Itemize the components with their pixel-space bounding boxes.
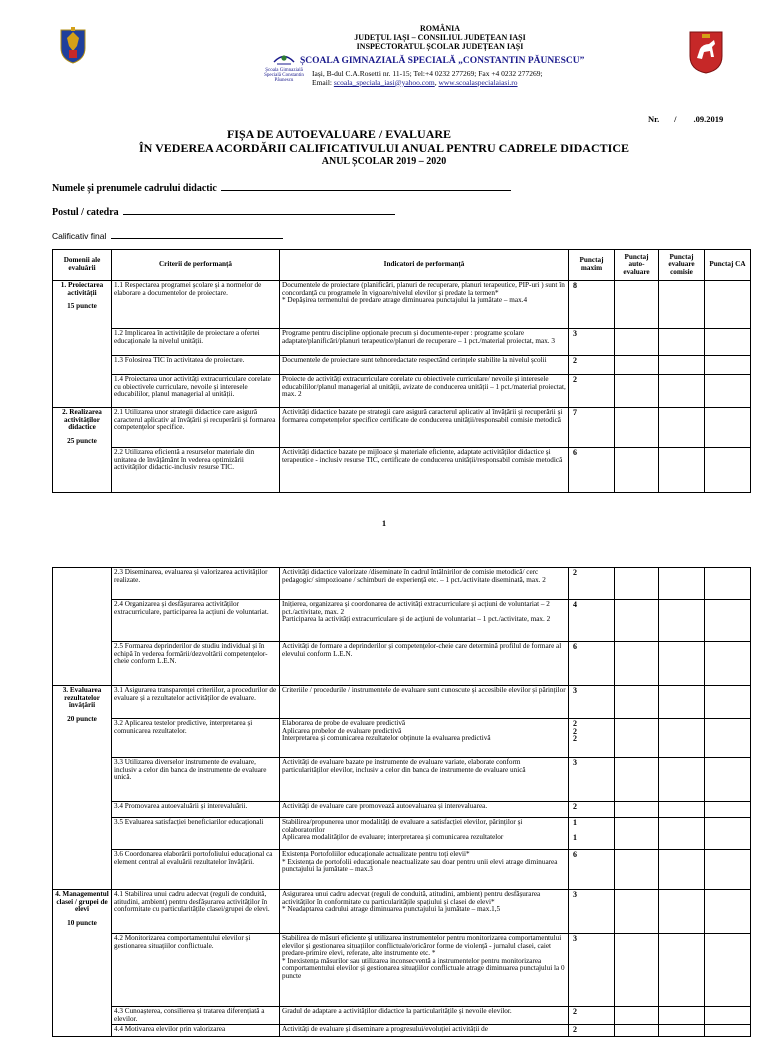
max-points-value: 1	[573, 833, 577, 843]
self-eval-input[interactable]	[615, 758, 659, 802]
indicator-cell	[280, 329, 569, 356]
max-points-cell	[569, 758, 615, 802]
email-link[interactable]: scoala_speciala_iasi@yahoo.com	[333, 77, 435, 87]
ca-points-input[interactable]	[705, 408, 751, 448]
max-points-cell	[569, 850, 615, 890]
title-line-2: ÎN VEDEREA ACORDĂRII CALIFICATIVULUI ANUAL PENTRU CADRELE DIDACTICE	[139, 141, 629, 155]
indicator-cell	[280, 719, 569, 758]
teacher-name-input[interactable]	[221, 180, 511, 191]
criterion-text: 3.4 Promovarea autoevaluării și interevaluării.	[114, 802, 248, 810]
self-eval-input[interactable]	[615, 934, 659, 1007]
max-points-value: 6	[573, 642, 577, 651]
document-page-2	[0, 567, 768, 1035]
table-row	[53, 818, 751, 850]
self-eval-input[interactable]	[615, 802, 659, 818]
nr-label: Nr.	[648, 114, 660, 124]
header-county: JUDEȚUL IAȘI – CONSILIUL JUDEȚEAN IAȘI	[354, 33, 526, 42]
max-points-value: 2	[573, 1007, 577, 1016]
criterion-cell	[112, 802, 280, 818]
indicator-text: Interpretarea și comunicarea rezultatelor obținute la evaluarea predictivă	[282, 734, 491, 743]
criterion-text: 3.3 Utilizarea diverselor instrumente de evaluare, inclusiv a celor din banca de instrumente de evaluare unică.	[114, 758, 267, 782]
school-name: ȘCOALA GIMNAZIALĂ SPECIALĂ „CONSTANTIN PĂUNESCU”	[300, 56, 585, 66]
max-points-value: 3	[573, 329, 577, 338]
ca-points-input[interactable]	[705, 642, 751, 686]
max-points-value: 7	[573, 408, 577, 417]
domain-name: 2. Realizarea activităților didactice	[62, 408, 102, 432]
indicator-text: Activități de formare a deprinderilor și competențelor-cheie care determină profilul de formare al elevului conform L.E.N.	[282, 642, 562, 658]
ca-points-input[interactable]	[705, 934, 751, 1007]
indicator-text: * Depășirea termenului de predare atrage diminuarea punctajului la jumătate – max.4	[282, 296, 528, 305]
romania-coat-of-arms-icon	[58, 26, 88, 64]
table-row	[53, 642, 751, 686]
max-points-value: 2	[573, 726, 577, 736]
indicator-text: Aplicarea probelor de evaluare predictivă	[282, 726, 402, 735]
criterion-cell	[112, 356, 280, 375]
commission-eval-input[interactable]	[659, 802, 705, 818]
indicator-cell	[280, 642, 569, 686]
table-row	[53, 934, 751, 1007]
post-label: Postul / catedra	[52, 207, 119, 218]
ca-points-input[interactable]	[705, 818, 751, 850]
header-criteria: Criterii de performanță	[112, 250, 280, 281]
criterion-cell	[112, 1025, 280, 1037]
commission-eval-input[interactable]	[659, 642, 705, 686]
indicator-text: Stabilirea de măsuri eficiente și utilizarea instrumentelor pentru monitorizarea comportamentului elevilor și gestionarea situațiilor conflictuale/oricăror forme de violență - jurnalul clasei, caiet predare-primire elevi, referate, alte instrumente etc. *	[282, 934, 562, 958]
ca-points-input[interactable]	[705, 600, 751, 642]
max-points-cell	[569, 600, 615, 642]
table-row	[53, 356, 751, 375]
criterion-text: 1.2 Implicarea în activitățile de proiectare a ofertei educaționale la nivelul unității.	[114, 329, 260, 345]
indicator-text: Documentele de proiectare (planificări, planuri de recuperare, planuri terapeutice, PIP-uri ) sunt în concordanță cu programele în vigoare/nivelul elevilor și predate la termen*	[282, 281, 565, 297]
title-line-3: ANUL ȘCOLAR 2019 – 2020	[321, 156, 447, 167]
max-points-cell	[569, 719, 615, 758]
post-field	[52, 204, 395, 218]
commission-eval-input[interactable]	[659, 890, 705, 934]
nr-date: / .09.2019	[674, 114, 724, 124]
criterion-cell	[112, 600, 280, 642]
max-points-cell	[569, 356, 615, 375]
max-points-cell	[569, 1025, 615, 1037]
max-points-value: 2	[573, 1025, 577, 1035]
table-row	[53, 281, 751, 329]
indicator-text: * Existența de portofolii educaționale neactualizate sau doar pentru unii elevi atrage diminuarea punctajului la jumătate – max.3	[282, 857, 558, 874]
commission-eval-input[interactable]	[659, 850, 705, 890]
commission-eval-input[interactable]	[659, 1025, 705, 1037]
table-row	[53, 719, 751, 758]
table-row	[53, 850, 751, 890]
post-input[interactable]	[123, 204, 395, 215]
indicator-text: * Inexistența măsurilor sau utilizarea inconsecventă a instrumentelor pentru monitorizarea comportamentului elevilor și gestionarea situațiilor conflictuale atrage diminuarea punctajului la 0 puncte	[282, 956, 565, 980]
self-eval-input[interactable]	[615, 719, 659, 758]
self-eval-input[interactable]	[615, 600, 659, 642]
document-title	[0, 127, 768, 169]
domain-cell	[53, 890, 112, 1037]
page-gap	[0, 545, 768, 567]
criterion-text: 3.2 Aplicarea testelor predictive, interpretarea și comunicarea rezultatelor.	[114, 719, 253, 735]
commission-eval-input[interactable]	[659, 375, 705, 408]
commission-eval-input[interactable]	[659, 719, 705, 758]
indicator-cell	[280, 600, 569, 642]
domain-cell	[53, 686, 112, 890]
criterion-cell	[112, 686, 280, 719]
criterion-text: 1.4 Proiectarea unor activități extracurriculare corelate cu obiectivele curriculare, nevoile și interesele educabililor, planul managerial al unității.	[114, 375, 271, 399]
criterion-cell	[112, 850, 280, 890]
ca-points-input[interactable]	[705, 850, 751, 890]
table-row	[53, 1025, 751, 1037]
table-row	[53, 686, 751, 719]
criterion-text: 4.1 Stabilirea unui cadru adecvat (reguli de conduită, atitudini, ambient) pentru desfășurarea activităților în conformitate cu particularitățile clasei/grupei de elevi.	[114, 890, 270, 914]
commission-eval-input[interactable]	[659, 568, 705, 600]
criterion-cell	[112, 890, 280, 934]
self-eval-input[interactable]	[615, 1007, 659, 1025]
indicator-text: * Neadaptarea cadrului atrage diminuarea punctajului la jumătate – max.1,5	[282, 905, 501, 914]
table-row	[53, 375, 751, 408]
max-points-cell	[569, 818, 615, 850]
criterion-cell	[112, 934, 280, 1007]
school-address-block	[312, 70, 543, 87]
table-row	[53, 890, 751, 934]
table-row	[53, 1007, 751, 1025]
indicator-text: Elaborarea de probe de evaluare predictivă	[282, 719, 406, 727]
header-self-eval: Punctaj auto-evaluare	[615, 250, 659, 281]
criterion-cell	[112, 281, 280, 329]
criterion-text: 1.1 Respectarea programei școlare și a normelor de elaborare a documentelor de proiectare.	[114, 281, 262, 297]
criterion-cell	[112, 568, 280, 600]
self-eval-input[interactable]	[615, 568, 659, 600]
header-max-points: Punctaj maxim	[569, 250, 615, 281]
domain-points: 10 puncte	[67, 918, 97, 927]
indicator-cell	[280, 448, 569, 493]
school-logo-icon	[272, 50, 296, 66]
domain-cell	[53, 568, 112, 686]
indicator-cell	[280, 408, 569, 448]
criterion-text: 2.5 Formarea deprinderilor de studiu individual și în echipă în vederea formării/dezvoltării competențelor-cheie conform L.E.N.	[114, 642, 268, 666]
self-eval-input[interactable]	[615, 642, 659, 686]
ca-points-input[interactable]	[705, 890, 751, 934]
ca-points-input[interactable]	[705, 1025, 751, 1037]
indicator-cell	[280, 568, 569, 600]
criterion-cell	[112, 1007, 280, 1025]
max-points-cell	[569, 686, 615, 719]
max-points-cell	[569, 281, 615, 329]
domain-name: 4. Managementul clasei / grupei de elevi	[55, 890, 109, 914]
criterion-cell	[112, 758, 280, 802]
table-row	[53, 568, 751, 600]
max-points-cell	[569, 934, 615, 1007]
criterion-text: 2.4 Organizarea și desfășurarea activităților extracurriculare, participarea la acțiuni de voluntariat.	[114, 600, 269, 616]
indicator-cell	[280, 1007, 569, 1025]
max-points-cell	[569, 802, 615, 818]
indicator-text: Gradul de adaptare a activităților didactice la particularitățile și nevoile elevilor.	[282, 1007, 512, 1015]
criterion-cell	[112, 408, 280, 448]
commission-eval-input[interactable]	[659, 818, 705, 850]
table-row	[53, 600, 751, 642]
ca-points-input[interactable]	[705, 448, 751, 493]
commission-eval-input[interactable]	[659, 448, 705, 493]
iasi-county-coat-of-arms-icon	[688, 30, 724, 74]
criterion-text: 2.1 Utilizarea unor strategii didactice care asigură caracterul aplicativ al învățării și recuperării și formarea competențelor specifice.	[114, 408, 276, 432]
criterion-cell	[112, 375, 280, 408]
table-row	[53, 802, 751, 818]
max-points-value: 6	[573, 850, 577, 859]
indicator-cell	[280, 850, 569, 890]
max-points-value: 8	[573, 281, 577, 290]
commission-eval-input[interactable]	[659, 934, 705, 1007]
self-eval-input[interactable]	[615, 329, 659, 356]
indicator-text: Participarea la activități extracurriculare și de acțiuni de voluntariat – 1 pct./activitate, max. 2	[282, 615, 551, 624]
calificativ-input[interactable]	[111, 228, 283, 239]
indicator-cell	[280, 758, 569, 802]
header-indicators: Indicatori de performanță	[280, 250, 569, 281]
criterion-cell	[112, 642, 280, 686]
commission-eval-input[interactable]	[659, 686, 705, 719]
ca-points-input[interactable]	[705, 686, 751, 719]
ca-points-input[interactable]	[705, 568, 751, 600]
table-header-row	[53, 250, 751, 281]
indicator-text: Criteriile / procedurile / instrumentele de evaluare sunt cunoscute și accesibile elevilor și părinților	[282, 686, 566, 694]
indicator-cell	[280, 818, 569, 850]
ca-points-input[interactable]	[705, 356, 751, 375]
self-eval-input[interactable]	[615, 1025, 659, 1037]
commission-eval-input[interactable]	[659, 281, 705, 329]
ca-points-input[interactable]	[705, 802, 751, 818]
max-points-cell	[569, 375, 615, 408]
school-address: Iași, B-dul C.A.Rosetti nr. 11-15; Tel:+4 0232 277269; Fax +4 0232 277269;	[312, 69, 543, 78]
header-domain: Domenii ale evaluării	[53, 250, 112, 281]
indicator-text: Inițierea, organizarea și coordonarea de activități extracurriculare și acțiuni de voluntariat – 2 pct./activitate, max. 2	[282, 600, 550, 616]
evaluation-table-page-2	[52, 567, 751, 1037]
self-eval-input[interactable]	[615, 850, 659, 890]
criterion-cell	[112, 329, 280, 356]
self-eval-input[interactable]	[615, 375, 659, 408]
commission-eval-input[interactable]	[659, 408, 705, 448]
domain-points: 15 puncte	[67, 302, 97, 311]
max-points-cell	[569, 448, 615, 493]
indicator-text: Aplicarea modalităților de evaluare; interpretarea și comunicarea rezultatelor	[282, 833, 504, 842]
domain-points: 20 puncte	[67, 714, 97, 723]
criterion-cell	[112, 818, 280, 850]
indicator-text: Asigurarea unui cadru adecvat (reguli de conduită, atitudini, ambient) pentru desfășurarea activităților în conformitate cu particularitățile spațiului și clasei de elevi*	[282, 890, 541, 906]
indicator-text: Activități de evaluare bazate pe instrumente de evaluare variate, elaborate conform particularităților elevilor, inclusiv a celor din banca de instrumente de evaluare unică	[282, 758, 526, 774]
domain-cell	[53, 281, 112, 408]
calificativ-label: Calificativ final	[52, 231, 107, 241]
indicator-text: Stabilirea/propunerea unor modalități de evaluare a satisfacției elevilor, părinților și colaboratorilor	[282, 818, 523, 834]
domain-name: 3. Evaluarea rezultatelor învățării	[62, 686, 102, 710]
indicator-cell	[280, 802, 569, 818]
header-ca-points: Punctaj CA	[705, 250, 751, 281]
self-eval-input[interactable]	[615, 356, 659, 375]
criterion-text: 4.4 Motivarea elevilor prin valorizarea	[114, 1025, 226, 1034]
max-points-value: 2	[573, 568, 577, 577]
ca-points-input[interactable]	[705, 758, 751, 802]
criterion-text: 4.2 Monitorizarea comportamentului elevilor și gestionarea situațiilor conflictuale.	[114, 934, 251, 950]
max-points-cell	[569, 642, 615, 686]
indicator-text: Activități didactice bazate pe mijloace și materiale eficiente, adaptate activităților didactice și terapeutice - inclusiv resurse TIC, certificate de conducerea unității/responsabil comisie metodică	[282, 448, 563, 464]
max-points-value: 2	[573, 802, 577, 811]
email-label: Email:	[312, 77, 332, 87]
commission-eval-input[interactable]	[659, 600, 705, 642]
commission-eval-input[interactable]	[659, 1007, 705, 1025]
max-points-value: 2	[573, 719, 577, 728]
self-eval-input[interactable]	[615, 281, 659, 329]
max-points-value: 3	[573, 934, 577, 943]
registration-number	[648, 114, 723, 124]
website-link[interactable]: www.scoalaspecialaiasi.ro	[438, 77, 518, 87]
max-points-value: 1	[573, 818, 577, 827]
max-points-value: 4	[573, 600, 577, 609]
indicator-cell	[280, 934, 569, 1007]
max-points-cell	[569, 408, 615, 448]
criterion-text: 4.3 Cunoașterea, consilierea și tratarea diferențiată a elevilor.	[114, 1007, 265, 1023]
criterion-text: 3.6 Coordonarea elaborării portofoliului educațional ca element central al evaluării rezultatelor învățării.	[114, 850, 273, 866]
commission-eval-input[interactable]	[659, 356, 705, 375]
indicator-cell	[280, 281, 569, 329]
max-points-value: 2	[573, 734, 577, 744]
indicator-cell	[280, 1025, 569, 1037]
header-inspectorate: INSPECTORATUL ȘCOLAR JUDEȚEAN IAȘI	[356, 42, 524, 51]
school-contact: Email: scoala_speciala_iasi@yahoo.com, www.scoalaspecialaiasi.ro	[312, 77, 518, 87]
criterion-text: 1.3 Folosirea TIC în activitatea de proiectare.	[114, 356, 245, 364]
header-country: ROMÂNIA	[420, 24, 460, 33]
max-points-cell	[569, 1007, 615, 1025]
table-row	[53, 758, 751, 802]
max-points-value: 2	[573, 375, 577, 384]
indicator-cell	[280, 375, 569, 408]
max-points-cell	[569, 890, 615, 934]
school-logo-text: Școala Gimnazială Specială Constantin Păunescu	[264, 68, 304, 83]
max-points-cell	[569, 568, 615, 600]
self-eval-input[interactable]	[615, 408, 659, 448]
ca-points-input[interactable]	[705, 329, 751, 356]
table-row	[53, 448, 751, 493]
ca-points-input[interactable]	[705, 281, 751, 329]
commission-eval-input[interactable]	[659, 758, 705, 802]
max-points-value	[573, 827, 612, 835]
domain-name: 1. Proiectarea activității	[60, 281, 104, 297]
criterion-text: 3.1 Asigurarea transparenței criteriilor, a procedurilor de evaluare și a rezultatelor activităților de evaluare.	[114, 686, 277, 702]
criterion-cell	[112, 448, 280, 493]
max-points-value: 3	[573, 686, 577, 695]
criterion-cell	[112, 719, 280, 758]
table-row	[53, 329, 751, 356]
max-points-value: 2	[573, 356, 577, 365]
criterion-text: 3.5 Evaluarea satisfacției beneficiarilor educaționali	[114, 818, 264, 826]
max-points-value: 6	[573, 448, 577, 457]
indicator-text: Activități de evaluare care promovează autoevaluarea și interevaluarea.	[282, 802, 488, 810]
table-row	[53, 408, 751, 448]
self-eval-input[interactable]	[615, 818, 659, 850]
indicator-cell	[280, 686, 569, 719]
header-authority-block	[230, 24, 650, 51]
indicator-text: Proiecte de activități extracurriculare corelate cu obiectivele curriculare/ nevoile și interesele educabililor/planul managerial al unității, avizate de conducerea unității – 1 pct./material proiectat, max. 2	[282, 375, 566, 399]
self-eval-input[interactable]	[615, 686, 659, 719]
criterion-text: 2.3 Diseminarea, evaluarea și valorizarea activităților realizate.	[114, 568, 268, 584]
max-points-value: 3	[573, 758, 577, 767]
ca-points-input[interactable]	[705, 375, 751, 408]
ca-points-input[interactable]	[705, 719, 751, 758]
calificativ-field	[52, 228, 283, 241]
title-line-1: FIȘA DE AUTOEVALUARE / EVALUARE	[226, 127, 452, 141]
indicator-text: Activități didactice bazate pe strategii care asigură caracterul aplicativ al învățării și recuperării și formarea competențelor specifice certificate de conducerea unității/responsabil comisie metodică	[282, 408, 563, 424]
criterion-text: 2.2 Utilizarea eficientă a resurselor materiale din unitatea de învățământ în vederea optimizării activităților didactic-inclusiv resurse TIC.	[114, 448, 255, 472]
commission-eval-input[interactable]	[659, 329, 705, 356]
indicator-cell	[280, 356, 569, 375]
self-eval-input[interactable]	[615, 890, 659, 934]
teacher-name-label: Numele și prenumele cadrului didactic	[52, 183, 217, 194]
indicator-text: Activități de evaluare și diseminare a progresului/evoluției activității de	[282, 1025, 488, 1034]
max-points-cell	[569, 329, 615, 356]
teacher-name-field	[52, 180, 511, 194]
ca-points-input[interactable]	[705, 1007, 751, 1025]
header-commission-eval: Punctaj evaluare comisie	[659, 250, 705, 281]
domain-cell	[53, 408, 112, 493]
evaluation-table-page-1	[52, 249, 751, 493]
max-points-value: 3	[573, 890, 577, 899]
indicator-cell	[280, 890, 569, 934]
domain-points: 25 puncte	[67, 436, 97, 445]
page-number: 1	[381, 518, 387, 528]
indicator-text: Documentele de proiectare sunt tehnoredactate respectând cerințele stabilite la nivelul școlii	[282, 356, 547, 364]
self-eval-input[interactable]	[615, 448, 659, 493]
indicator-text: Existența Portofoliilor educaționale actualizate pentru toți elevii*	[282, 850, 470, 858]
indicator-text: Programe pentru discipline opționale precum și documente-reper : programe școlare adaptate/planificări/planuri terapeutice/planuri de recuperare – 1 pct./material proiectat, max. 3	[282, 329, 555, 345]
indicator-text: Activități didactice valorizate /diseminate în cadrul întâlnirilor de comisie metodică/ cerc pedagogic/ simpozioane / schimburi de experiență etc. – 1 pct./activitate diseminată, max. 2	[282, 568, 546, 584]
